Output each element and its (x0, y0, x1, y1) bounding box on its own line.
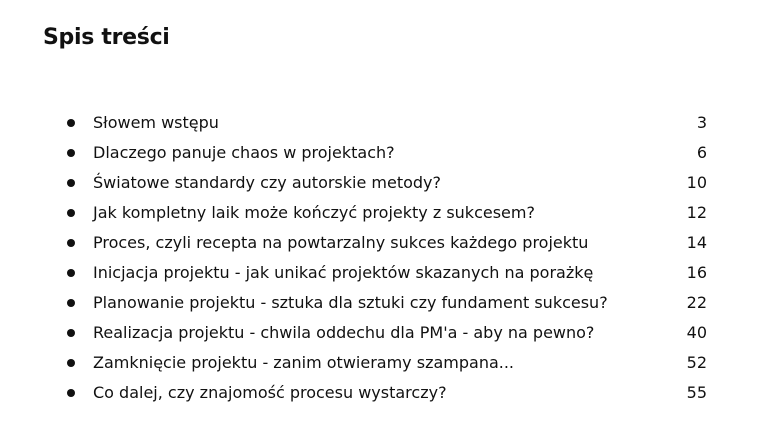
toc-entry (67, 108, 707, 138)
bullet-icon (67, 359, 75, 367)
toc-entry-title: Co dalej, czy znajomość procesu wystarczy? (93, 383, 447, 402)
toc-entry (67, 198, 707, 228)
toc-entry-page: 55 (686, 383, 707, 402)
table-of-contents (67, 108, 707, 408)
toc-entry (67, 138, 707, 168)
toc-entry-title: Jak kompletny laik może kończyć projekty z sukcesem? (93, 203, 535, 222)
bullet-icon (67, 179, 75, 187)
bullet-icon (67, 389, 75, 397)
toc-entry-title: Inicjacja projektu - jak unikać projektów skazanych na porażkę (93, 263, 594, 282)
toc-entry (67, 258, 707, 288)
toc-entry (67, 318, 707, 348)
toc-entry-title: Słowem wstępu (93, 113, 219, 132)
toc-entry-page: 40 (686, 323, 707, 342)
toc-entry-title: Realizacja projektu - chwila oddechu dla PM'a - aby na pewno? (93, 323, 595, 342)
toc-entry (67, 228, 707, 258)
toc-entry-page: 10 (686, 173, 707, 192)
toc-entry (67, 288, 707, 318)
toc-entry-title: Dlaczego panuje chaos w projektach? (93, 143, 395, 162)
toc-entry-page: 6 (696, 143, 707, 162)
bullet-icon (67, 329, 75, 337)
toc-entry (67, 168, 707, 198)
toc-entry-page: 14 (686, 233, 707, 252)
page-title: Spis treści (43, 25, 170, 50)
bullet-icon (67, 239, 75, 247)
toc-entry-title: Światowe standardy czy autorskie metody? (93, 173, 442, 192)
bullet-icon (67, 119, 75, 127)
bullet-icon (67, 269, 75, 277)
toc-entry-page: 12 (686, 203, 707, 222)
bullet-icon (67, 209, 75, 217)
bullet-icon (67, 299, 75, 307)
bullet-icon (67, 149, 75, 157)
toc-entry-title: Planowanie projektu - sztuka dla sztuki czy fundament sukcesu? (93, 293, 608, 312)
toc-entry (67, 378, 707, 408)
toc-entry-page: 52 (686, 353, 707, 372)
toc-entry-title: Proces, czyli recepta na powtarzalny sukces każdego projektu (93, 233, 589, 252)
toc-entry-title: Zamknięcie projektu - zanim otwieramy szampana... (93, 353, 515, 372)
toc-entry (67, 348, 707, 378)
toc-entry-page: 3 (696, 113, 707, 132)
toc-entry-page: 16 (686, 263, 707, 282)
toc-entry-page: 22 (686, 293, 707, 312)
